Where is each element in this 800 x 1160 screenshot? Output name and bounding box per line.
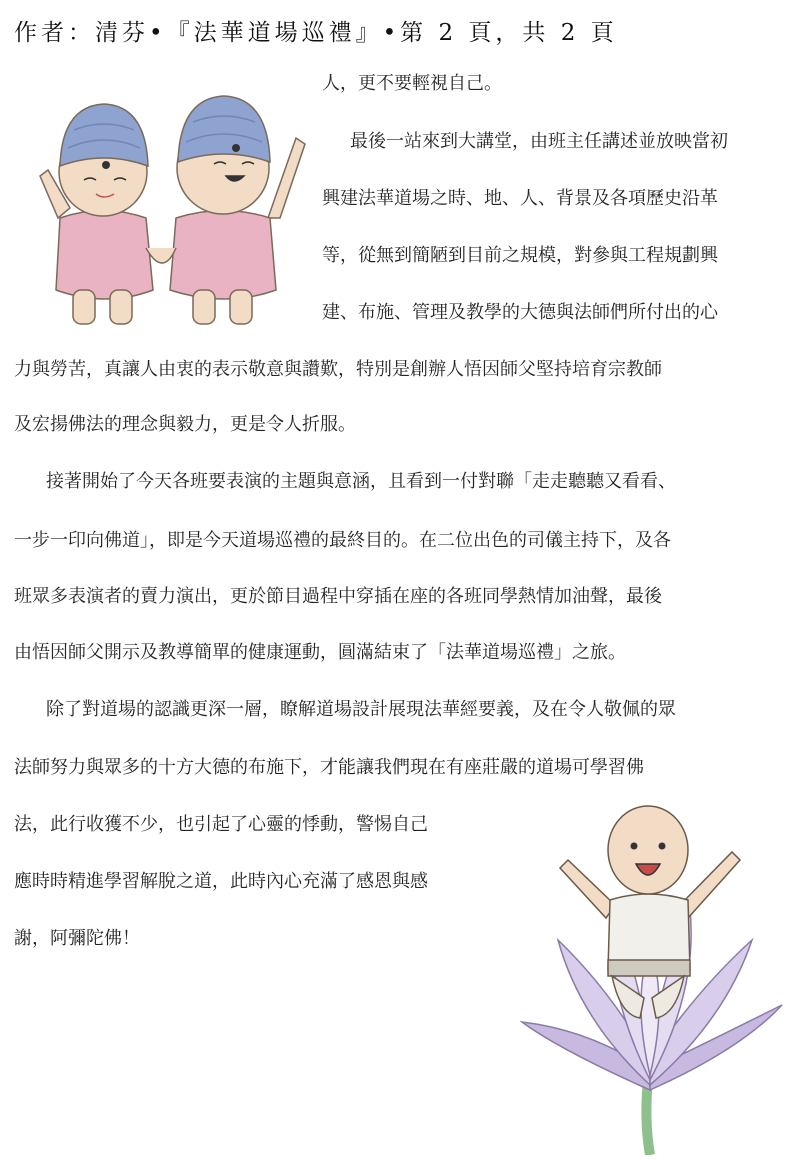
left-monk xyxy=(40,104,153,324)
two-monks-illustration xyxy=(18,68,318,338)
text-line: 班眾多表演者的賣力演出，更於節目過程中穿插在座的各班同學熱情加油聲，最後 xyxy=(14,586,662,607)
text-line: 接著開始了今天各班要表演的主題與意涵，且看到一付對聯「走走聽聽又看看、 xyxy=(46,471,676,492)
text-line: 應時時精進學習解脫之道，此時內心充滿了感恩與感 xyxy=(14,871,428,892)
text-line: 一步一印向佛道」，即是今天道場巡禮的最終目的。在二位出色的司儀主持下，及各 xyxy=(14,530,671,551)
text-line: 等，從無到簡陋到目前之規模，對參與工程規劃興 xyxy=(322,245,718,266)
text-line: 法師努力與眾多的十方大德的布施下，才能讓我們現在有座莊嚴的道場可學習佛 xyxy=(14,757,644,778)
text-line: 除了對道場的認識更深一層，瞭解道場設計展現法華經要義，及在令人敬佩的眾 xyxy=(46,699,676,720)
monk-on-lotus-illustration xyxy=(520,800,795,1155)
text-line: 人，更不要輕視自己。 xyxy=(322,73,502,94)
text-line: 最後一站來到大講堂，由班主任講述並放映當初 xyxy=(350,131,728,152)
text-line: 法，此行收獲不少，也引起了心靈的悸動，警惕自己 xyxy=(14,814,428,835)
text-line: 及宏揚佛法的理念與毅力，更是令人折服。 xyxy=(14,414,356,435)
text-line: 謝，阿彌陀佛！ xyxy=(14,928,140,949)
page-header: 作者：清芬•『法華道場巡禮』•第 2 頁，共 2 頁 xyxy=(14,20,618,46)
text-line: 建、布施、管理及教學的大德與法師們所付出的心 xyxy=(322,302,718,323)
text-line: 力與勞苦，真讓人由衷的表示敬意與讚歎，特別是創辦人悟因師父堅持培育宗教師 xyxy=(14,359,662,380)
right-monk xyxy=(170,96,305,324)
text-line: 由悟因師父開示及教導簡單的健康運動，圓滿結束了「法華道場巡禮」之旅。 xyxy=(14,642,626,663)
text-line: 興建法華道場之時、地、人、背景及各項歷史沿革 xyxy=(322,188,718,209)
